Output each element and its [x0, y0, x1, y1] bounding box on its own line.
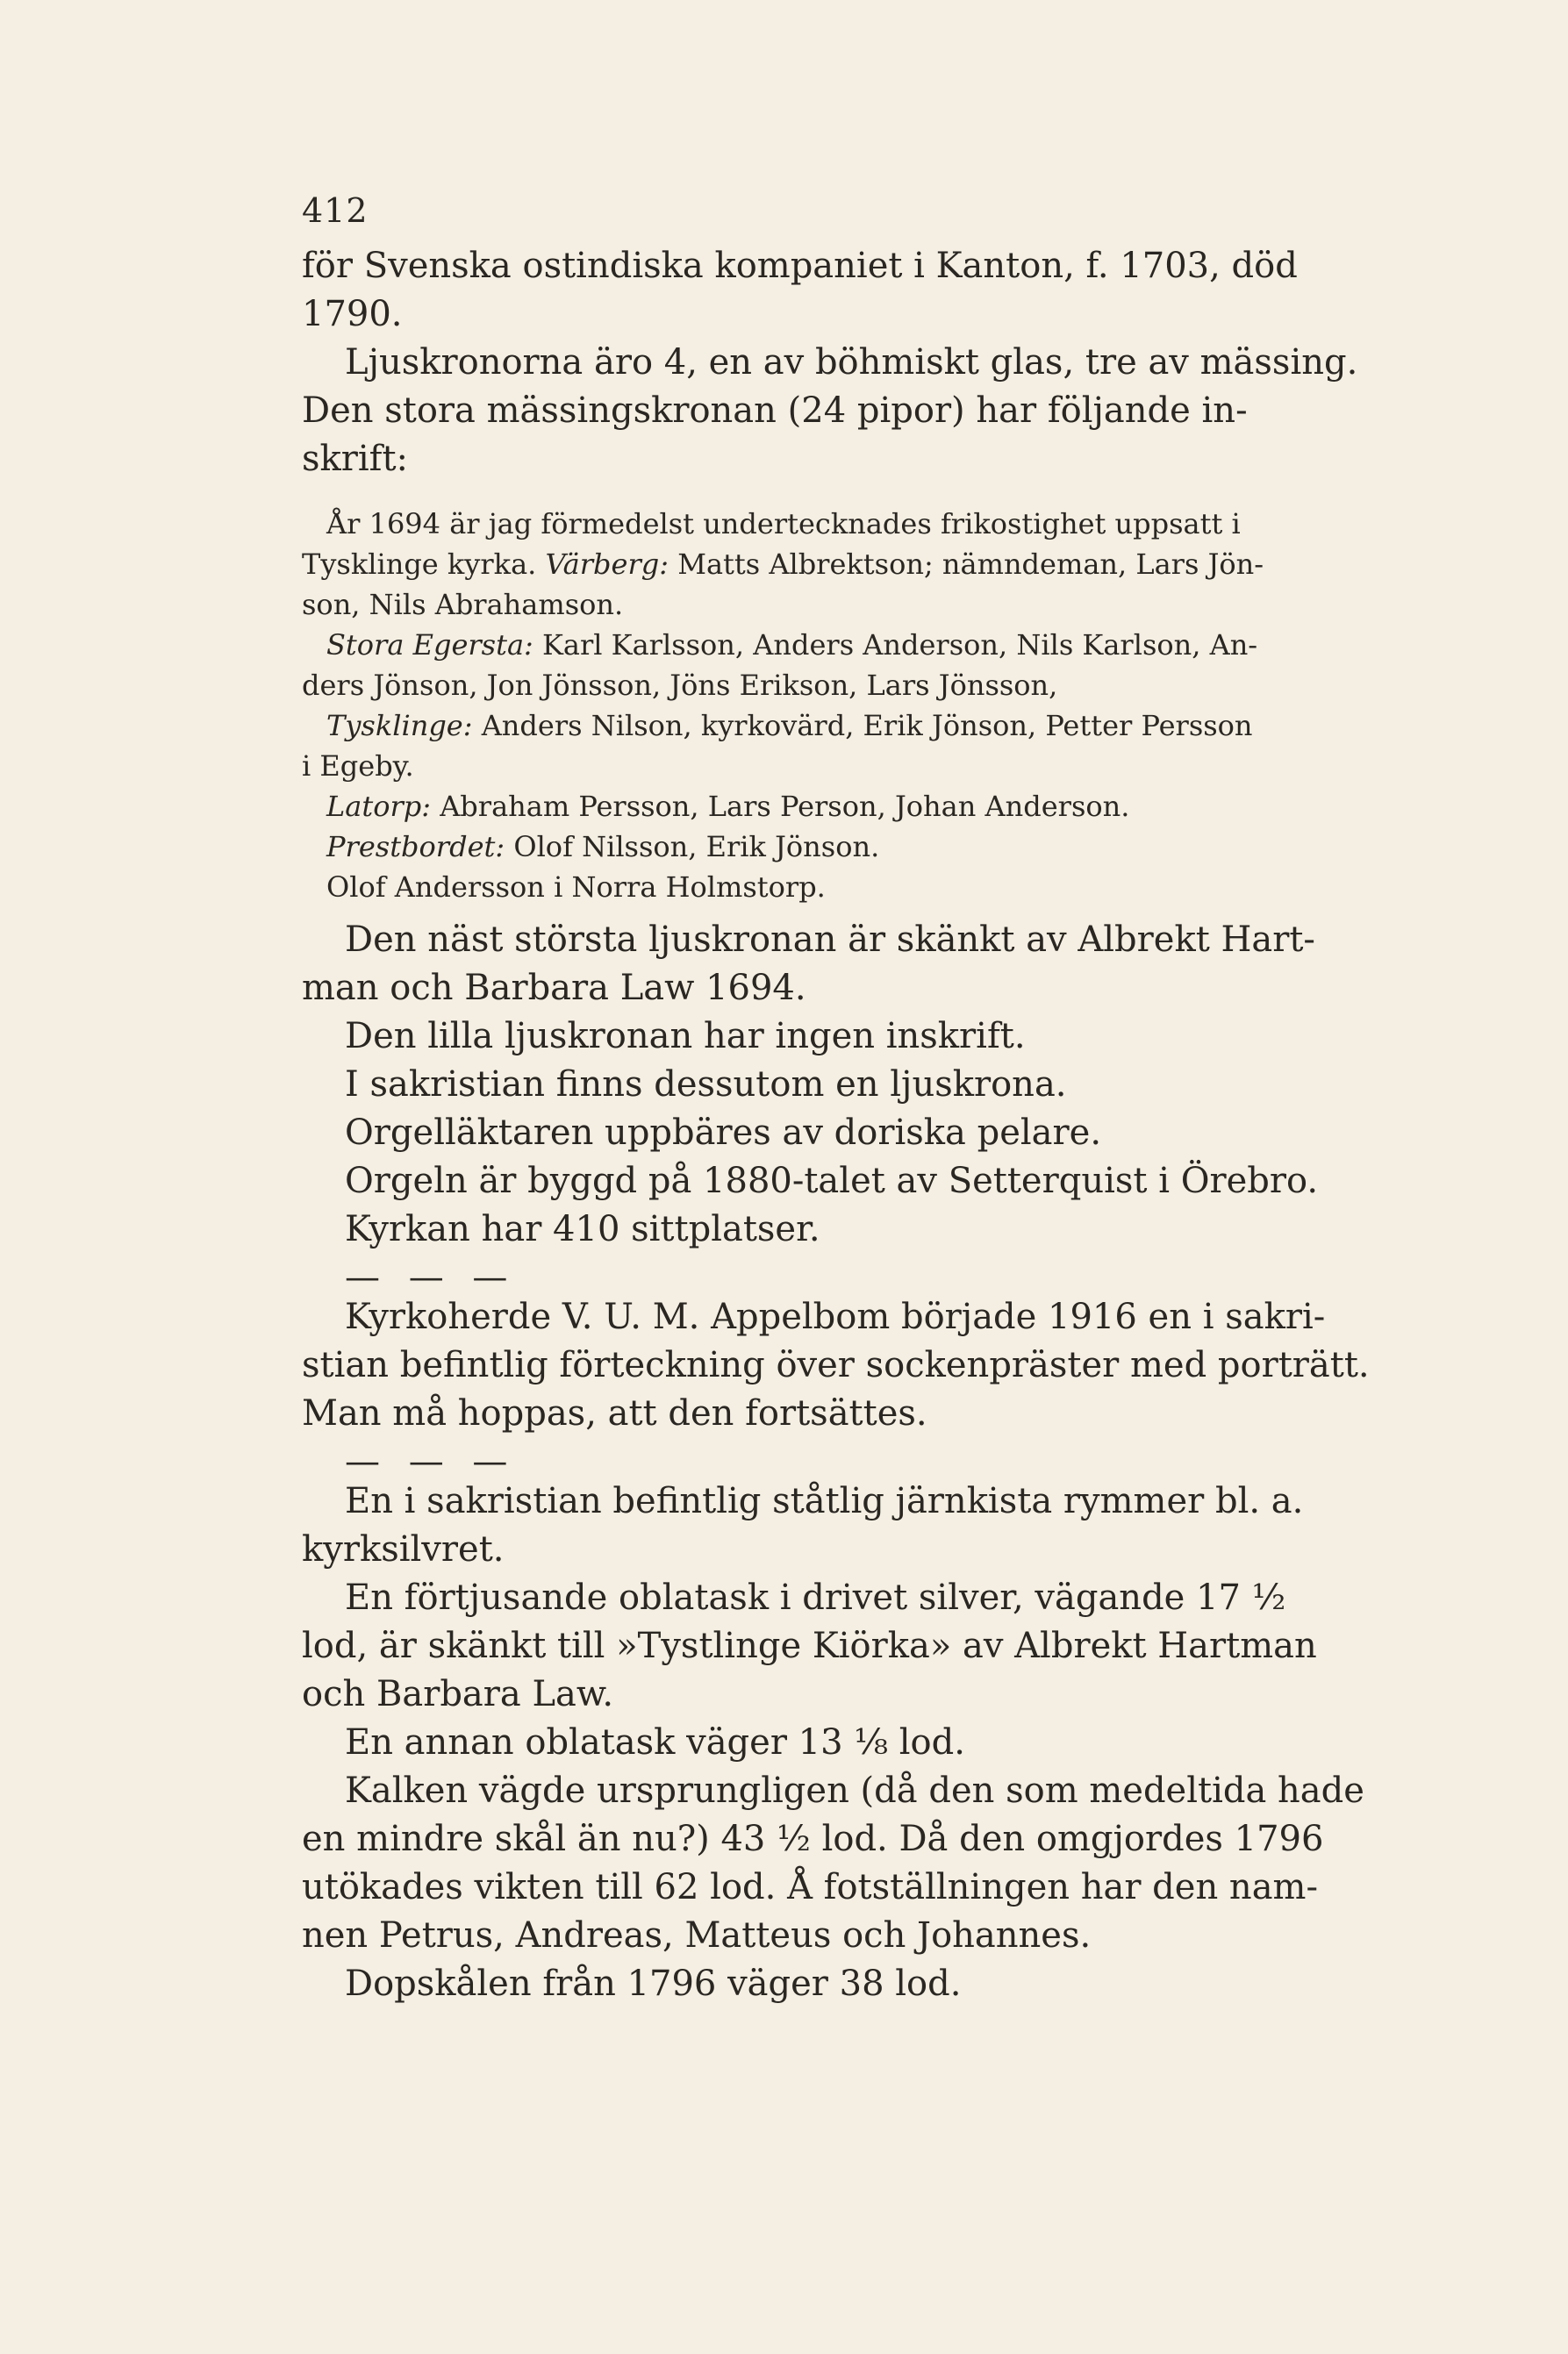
body-line: Man må hoppas, att den fortsättes.: [302, 1393, 927, 1434]
inscription-line: Tysklinge: Anders Nilson, kyrkovärd, Erik Jönson, Petter Persson: [326, 709, 1253, 742]
body-line: Orgeln är byggd på 1880-talet av Setterquist i Örebro.: [345, 1161, 1319, 1201]
place-name: Värberg:: [545, 547, 669, 581]
section-separator: — — —: [345, 1442, 517, 1482]
inscription-line: Stora Egersta: Karl Karlsson, Anders Anderson, Nils Karlson, An-: [326, 628, 1258, 662]
body-line: stian befintlig förteckning över sockenpräster med porträtt.: [302, 1345, 1370, 1385]
page-number: 412: [302, 191, 369, 230]
inscription-line: Prestbordet: Olof Nilsson, Erik Jönson.: [326, 830, 880, 863]
body-line: lod, är skänkt till »Tystlinge Kiörka» av Albrekt Hartman: [302, 1626, 1317, 1666]
body-line: Orgelläktaren uppbäres av doriska pelare.: [345, 1113, 1102, 1153]
body-line: utökades vikten till 62 lod. Å fotställningen har den nam-: [302, 1867, 1318, 1907]
body-line: kyrksilvret.: [302, 1529, 505, 1570]
inscription-line: År 1694 är jag förmedelst undertecknades frikostighet uppsatt i: [326, 507, 1241, 540]
body-line: En annan oblatask väger 13 ⅛ lod.: [345, 1722, 965, 1763]
body-line: Den lilla ljuskronan har ingen inskrift.: [345, 1016, 1026, 1056]
body-line: och Barbara Law.: [302, 1674, 614, 1714]
inscription-line: ders Jönson, Jon Jönsson, Jöns Erikson, Lars Jönsson,: [302, 669, 1058, 702]
body-line: En i sakristian befintlig ståtlig järnkista rymmer bl. a.: [345, 1481, 1304, 1521]
body-line: Kyrkoherde V. U. M. Appelbom började 1916 en i sakri-: [345, 1297, 1326, 1337]
inscription-line: Latorp: Abraham Persson, Lars Person, Johan Anderson.: [326, 790, 1130, 823]
body-line: Den näst största ljuskronan är skänkt av Albrekt Hart-: [345, 919, 1315, 960]
body-line: man och Barbara Law 1694.: [302, 968, 806, 1008]
place-name: Tysklinge:: [326, 709, 473, 742]
place-name: Stora Egersta:: [326, 628, 533, 662]
intro-line: Ljuskronorna äro 4, en av böhmiskt glas, tre av mässing.: [345, 342, 1358, 383]
intro-line: 1790.: [302, 294, 403, 334]
inscription-line: Tysklinge kyrka. Värberg: Matts Albrektson; nämndeman, Lars Jön-: [302, 547, 1264, 581]
inscription-line: i Egeby.: [302, 749, 414, 783]
inscription-line: son, Nils Abrahamson.: [302, 588, 624, 621]
place-name: Prestbordet:: [326, 830, 505, 863]
body-line: I sakristian finns dessutom en ljuskrona.: [345, 1064, 1067, 1105]
body-line: En förtjusande oblatask i drivet silver, vägande 17 ½: [345, 1578, 1286, 1618]
body-line: nen Petrus, Andreas, Matteus och Johannes.: [302, 1915, 1092, 1956]
body-line: Kalken vägde ursprungligen (då den som medeltida hade: [345, 1771, 1364, 1811]
intro-line: för Svenska ostindiska kompaniet i Kanton, f. 1703, död: [302, 246, 1298, 286]
body-line: en mindre skål än nu?) 43 ½ lod. Då den omgjordes 1796: [302, 1819, 1324, 1859]
inscription-line: Olof Andersson i Norra Holmstorp.: [326, 870, 826, 904]
body-line: Dopskålen från 1796 väger 38 lod.: [345, 1964, 962, 2004]
section-separator: — — —: [345, 1257, 517, 1298]
place-name: Latorp:: [326, 790, 432, 823]
intro-line: Den stora mässingskronan (24 pipor) har följande in-: [302, 390, 1248, 431]
intro-line: skrift:: [302, 439, 409, 479]
body-line: Kyrkan har 410 sittplatser.: [345, 1209, 820, 1249]
